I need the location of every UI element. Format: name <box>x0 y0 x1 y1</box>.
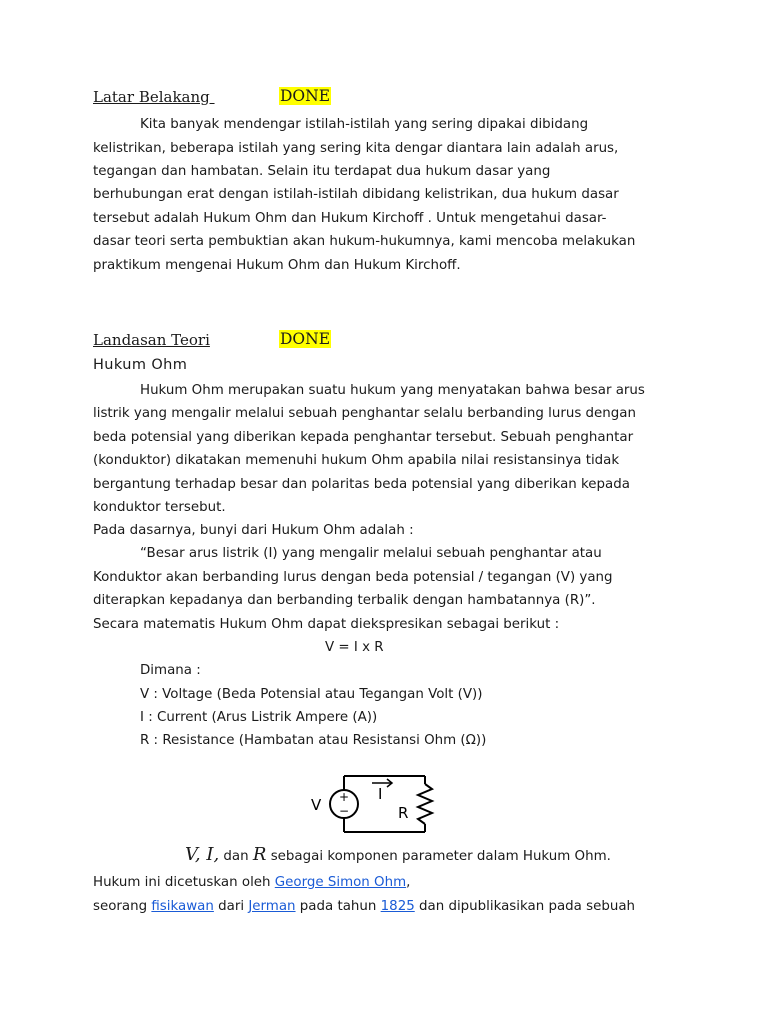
paragraph-line: konduktor tersebut. <box>93 500 226 515</box>
definition-current: I : Current (Arus Listrik Ampere (A)) <box>140 710 378 725</box>
quote-line: “Besar arus listrik (I) yang mengalir melalui sebuah penghantar atau <box>140 546 602 561</box>
paragraph-line: tersebut adalah Hukum Ohm dan Hukum Kirchoff . Untuk mengetahui dasar- <box>93 211 607 226</box>
circuit-label-v: V <box>311 796 322 814</box>
section-heading-latar-belakang: Latar Belakang <box>93 88 215 106</box>
link-jerman[interactable]: Jerman <box>248 899 296 914</box>
paragraph-line: tegangan dan hambatan. Selain itu terdapat dua hukum dasar yang <box>93 164 551 179</box>
ohm-circuit-diagram <box>308 768 438 840</box>
link-fisikawan[interactable]: fisikawan <box>151 899 214 914</box>
quote-line: diterapkan kepadanya dan berbanding terbalik dengan hambatannya (R)”. <box>93 593 596 608</box>
paragraph-line <box>93 898 635 916</box>
paragraph-line: Kita banyak mendengar istilah-istilah yang sering dipakai dibidang <box>140 117 589 132</box>
circuit-caption <box>185 846 611 866</box>
paragraph-line: beda potensial yang diberikan kepada penghantar tersebut. Sebuah penghantar <box>93 430 634 445</box>
text-span: seorang <box>93 899 152 914</box>
math-var-v: V <box>185 844 195 865</box>
paragraph-line: (konduktor) dikatakan memenuhi hukum Ohm apabila nilai resistansinya tidak <box>93 453 620 468</box>
quote-line: Konduktor akan berbanding lurus dengan beda potensial / tegangan (V) yang <box>93 570 613 585</box>
paragraph-line: dasar teori serta pembuktian akan hukum-hukumnya, kami mencoba melakukan <box>93 234 636 249</box>
paragraph-line: listrik yang mengalir melalui sebuah penghantar selalu berbanding lurus dengan <box>93 406 636 421</box>
paragraph-line: kelistrikan, beberapa istilah yang sering kita dengar diantara lain adalah arus, <box>93 141 619 156</box>
circuit-label-i: I <box>378 785 383 803</box>
text-span: Hukum ini dicetuskan oleh <box>93 875 275 890</box>
caption-text: dan <box>219 849 253 864</box>
text-span: dan dipublikasikan pada sebuah <box>414 899 636 914</box>
definition-voltage: V : Voltage (Beda Potensial atau Tegangan Volt (V)) <box>140 687 483 702</box>
math-var-r: R <box>252 844 267 865</box>
paragraph-line: berhubungan erat dengan istilah-istilah dibidang kelistrikan, dua hukum dasar <box>93 187 619 202</box>
circuit-plus-sign: + <box>338 790 350 804</box>
link-1825[interactable]: 1825 <box>380 899 415 914</box>
text-span: dari <box>213 899 249 914</box>
text-span: , <box>406 875 411 890</box>
paragraph-line: bergantung terhadap besar dan polaritas beda potensial yang diberikan kepada <box>93 477 630 492</box>
circuit-label-r: R <box>398 804 409 822</box>
caption-separator: , <box>213 844 220 865</box>
link-george-simon-ohm[interactable]: George Simon Ohm <box>274 875 407 890</box>
math-var-i: I <box>206 844 214 865</box>
caption-separator: , <box>194 844 207 865</box>
section-heading-landasan-teori: Landasan Teori <box>93 331 210 349</box>
paragraph-line: Pada dasarnya, bunyi dari Hukum Ohm adalah : <box>93 523 414 538</box>
paragraph-line <box>93 874 410 892</box>
formula: V = I x R <box>325 640 384 655</box>
caption-text: sebagai komponen parameter dalam Hukum Ohm. <box>266 849 611 864</box>
text-span: pada tahun <box>295 899 381 914</box>
paragraph-line: Hukum Ohm merupakan suatu hukum yang menyatakan bahwa besar arus <box>140 383 645 398</box>
paragraph-line: Secara matematis Hukum Ohm dapat diekspresikan sebagai berikut : <box>93 617 560 632</box>
paragraph-line: praktikum mengenai Hukum Ohm dan Hukum Kirchoff. <box>93 258 461 273</box>
status-highlight: DONE <box>280 87 331 105</box>
subheading-hukum-ohm: Hukum Ohm <box>93 357 188 373</box>
definition-resistance: R : Resistance (Hambatan atau Resistansi Ohm (Ω)) <box>140 733 487 748</box>
status-highlight: DONE <box>280 330 331 348</box>
where-label: Dimana : <box>140 663 201 678</box>
circuit-minus-sign: − <box>338 804 350 818</box>
